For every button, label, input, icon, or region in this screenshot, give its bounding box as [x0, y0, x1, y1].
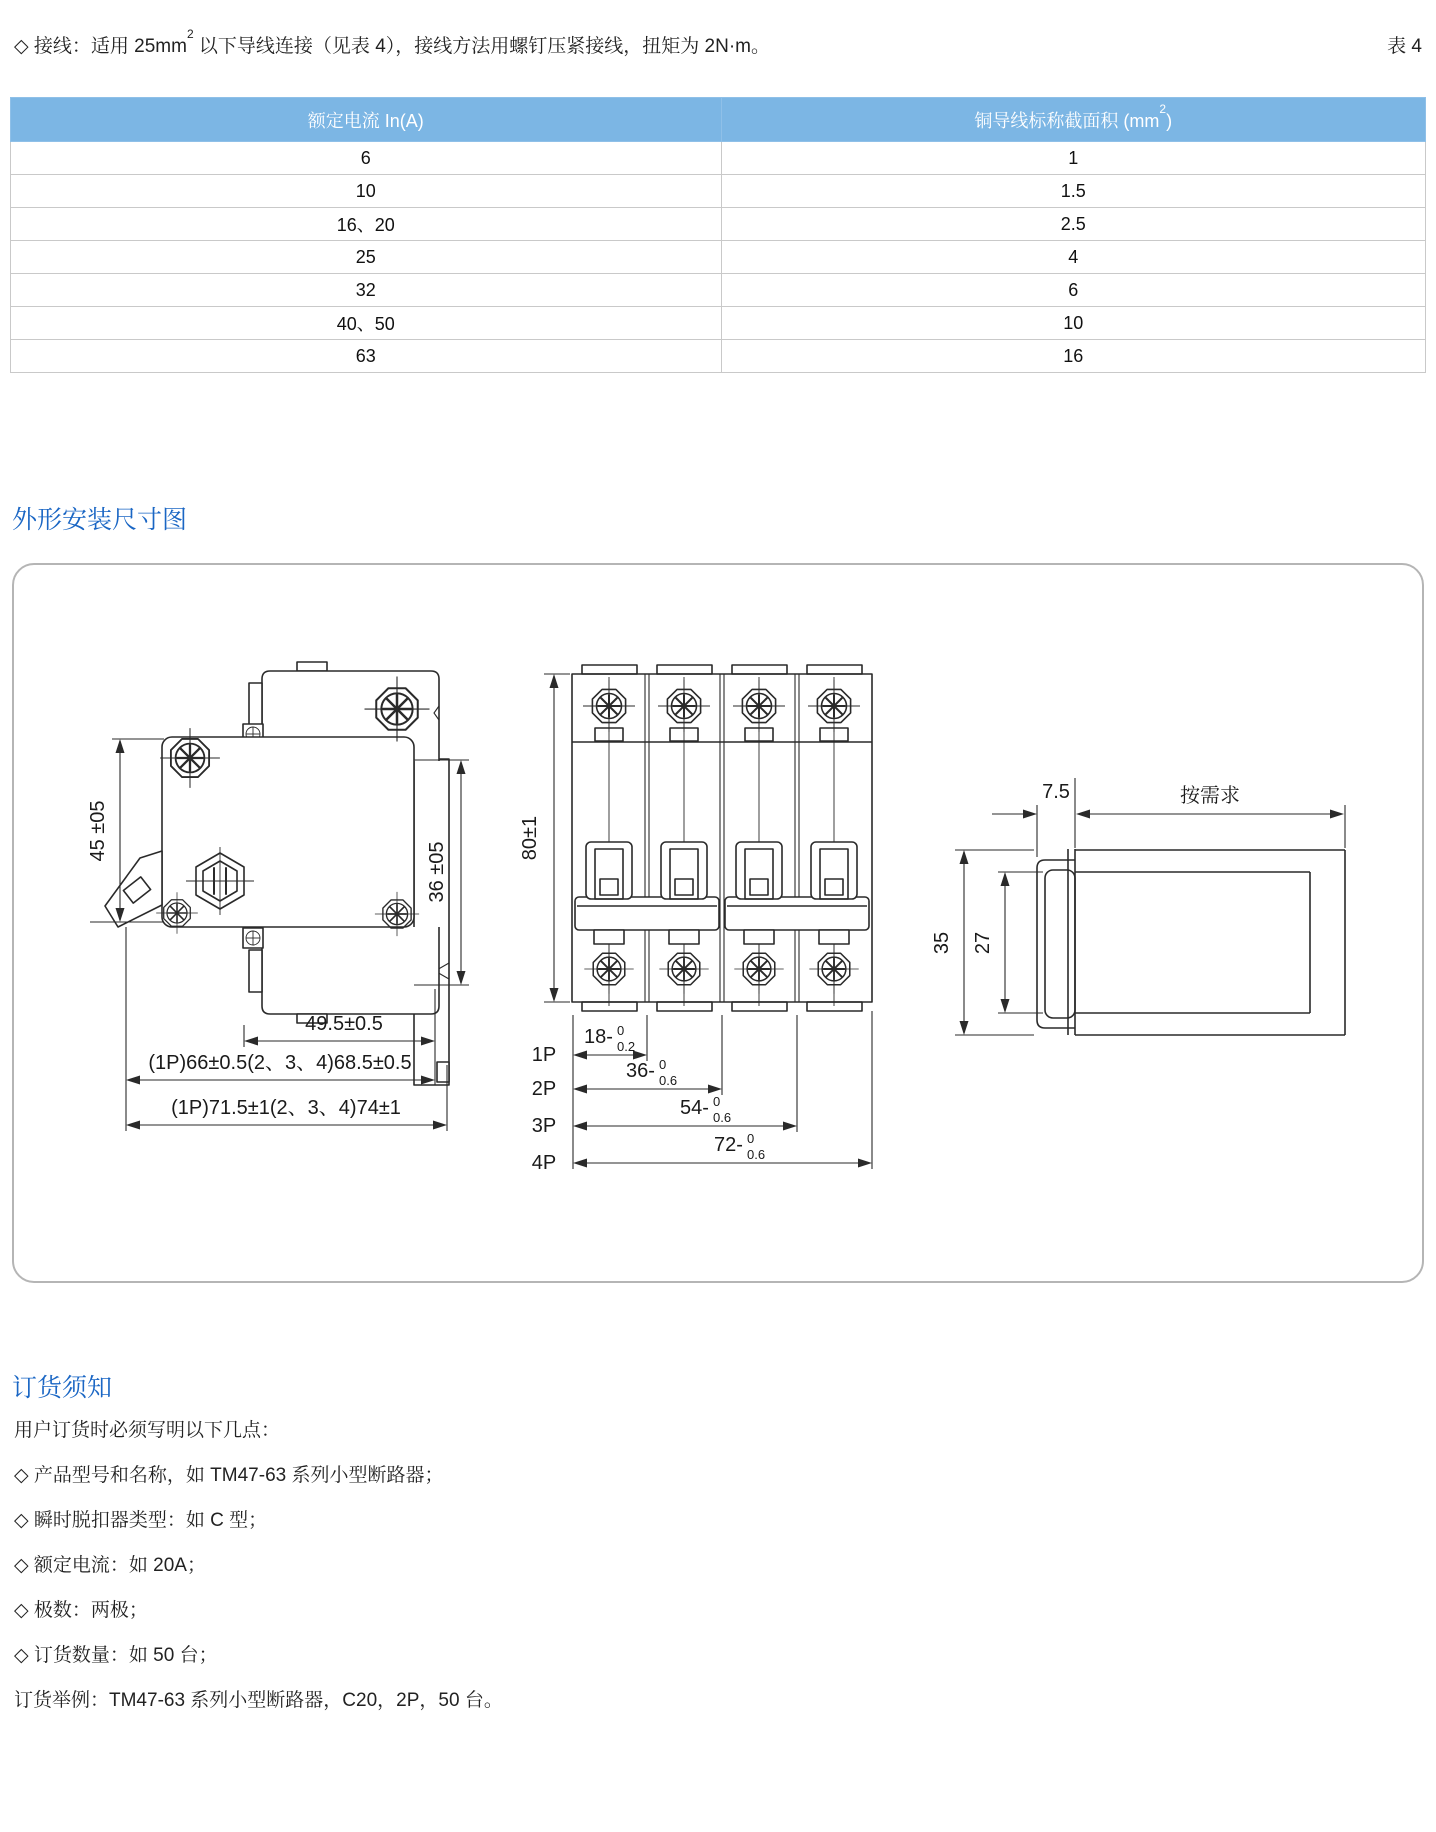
table-row: [11, 142, 1426, 175]
pole-dim-tol-upper: 0: [659, 1057, 667, 1072]
cell-current: 10: [11, 175, 722, 208]
ordering-item: ◇ 产品型号和名称，如 TM47-63 系列小型断路器；: [14, 1465, 444, 1486]
pole-label: 3P: [531, 1115, 557, 1137]
dimension-section-title: 外形安装尺寸图: [12, 506, 188, 534]
dim-rail-outer-height: 35: [931, 931, 953, 955]
ordering-section-title: 订货须知: [12, 1374, 113, 1402]
dim-rail-section-height: 36 ±05: [426, 841, 448, 903]
ordering-item: ◇ 瞬时脱扣器类型：如 C 型；: [14, 1510, 268, 1531]
header-wire-area: 铜导线标称截面积 $(mm^2)$: [721, 98, 1426, 142]
table-row: [11, 241, 1426, 274]
cell-current: 25: [11, 241, 722, 274]
dim-depth-1: 49.5±0.5: [305, 1013, 383, 1035]
cell-current: 16、20: [11, 208, 722, 241]
dim-front-height: 80±1: [519, 815, 541, 861]
wire-size-table: [10, 97, 1426, 373]
dim-depth-3: (1P)71.5±1(2、3、4)74±1: [171, 1097, 401, 1119]
dim-depth-2: (1P)66±0.5(2、3、4)68.5±0.5: [148, 1052, 412, 1074]
pole-dim-value: 36-: [626, 1060, 655, 1082]
pole-dim-4p: [532, 1131, 872, 1174]
table-ref-label: 表 4: [1387, 36, 1422, 57]
ordering-intro: 用户订货时必须写明以下几点：: [14, 1420, 281, 1441]
table-row: [11, 307, 1426, 340]
cell-area: 1: [721, 142, 1426, 175]
pole-dim-value: 18-: [584, 1026, 613, 1048]
pole-dim-3p: [532, 1094, 797, 1137]
cell-current: 40、50: [11, 307, 722, 340]
front-view-drawing: [519, 665, 872, 1174]
superscript-2: 2: [1159, 101, 1167, 116]
pole-dim-tol-upper: 0: [617, 1023, 625, 1038]
table-row: [11, 208, 1426, 241]
ordering-item: ◇ 订货数量：如 50 台；: [14, 1645, 218, 1666]
cell-area: 10: [721, 307, 1426, 340]
pole-label: 2P: [531, 1078, 557, 1100]
pole-dim-tol-upper: 0: [713, 1094, 721, 1109]
rail-view-drawing: [931, 778, 1345, 1035]
pole-dim-tol-lower: 0.6: [713, 1110, 732, 1125]
pole-dim-value: 72-: [714, 1134, 743, 1156]
pole-dim-tol-lower: 0.6: [659, 1073, 678, 1088]
cell-area: 16: [721, 340, 1426, 373]
pole-label: 4P: [531, 1152, 557, 1174]
intro-row: [14, 26, 1422, 58]
pole-label: 1P: [531, 1044, 557, 1066]
table-row: [11, 175, 1426, 208]
pole-dim-2p: [532, 1057, 722, 1100]
wiring-note: ◇ 接线：适用 $25mm^2$ 以下导线连接（见表 4），接线方法用螺钉压紧接线，扭矩为 2N·m。: [14, 26, 771, 57]
dimension-drawing-box: [12, 563, 1424, 1283]
ordering-example: 订货举例：TM47-63 系列小型断路器，C20，2P，50 台。: [14, 1690, 503, 1711]
dimension-drawing: [14, 565, 1424, 1283]
pole-dim-tol-upper: 0: [747, 1131, 755, 1146]
cell-current: 6: [11, 142, 722, 175]
cell-current: 63: [11, 340, 722, 373]
table-row: [11, 340, 1426, 373]
cell-current: 32: [11, 274, 722, 307]
dim-body-height: 45 ±05: [87, 800, 109, 862]
table-row: [11, 274, 1426, 307]
toggle-handles: [586, 842, 857, 899]
ordering-item: ◇ 极数：两极；: [14, 1600, 148, 1621]
superscript-2: 2: [186, 26, 194, 41]
cell-area: 4: [721, 241, 1426, 274]
pole-dim-tol-lower: 0.6: [747, 1147, 766, 1162]
dim-rail-inner-height: 27: [972, 931, 994, 955]
pole-dim-value: 54-: [680, 1097, 709, 1119]
side-view-drawing: [87, 662, 469, 1131]
ordering-item: ◇ 额定电流：如 20A；: [14, 1555, 206, 1576]
header-rated-current: 额定电流 In(A): [11, 98, 722, 142]
ordering-notes: [14, 1420, 503, 1735]
cell-area: 6: [721, 274, 1426, 307]
dim-rail-length: 按需求: [1180, 785, 1240, 807]
cell-area: 1.5: [721, 175, 1426, 208]
cell-area: 2.5: [721, 208, 1426, 241]
table-header-row: [11, 98, 1426, 142]
dim-rail-lip: 7.5: [1042, 781, 1070, 803]
pole-dim-tol-lower: 0.2: [617, 1039, 636, 1054]
